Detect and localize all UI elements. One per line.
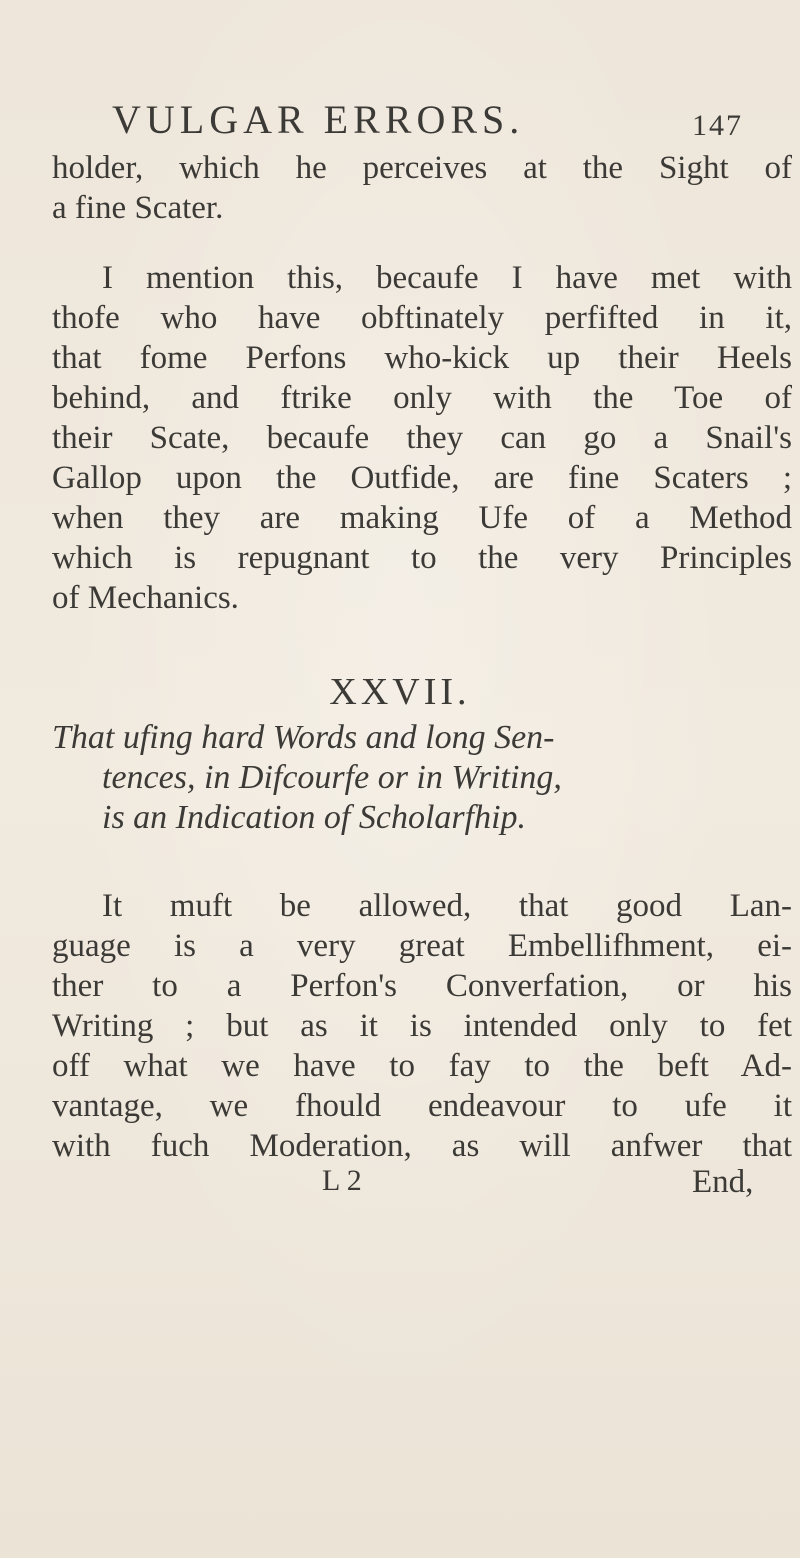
text-line: of Mechanics.: [52, 580, 239, 616]
text-line: Gallop upon the Outfide, are fine Scaters ;: [52, 460, 792, 496]
text-line: I mention this, becaufe I have met with: [102, 260, 792, 296]
signature-mark: L 2: [322, 1164, 362, 1197]
text-line: a fine Scater.: [52, 190, 224, 226]
section-heading-line: That ufing hard Words and long Sen-: [52, 719, 555, 756]
section-number: XXVII.: [329, 671, 471, 713]
page-footer: [52, 1164, 792, 1204]
page-number: 147: [692, 109, 743, 142]
running-head: [112, 96, 772, 144]
text-line: when they are making Ufe of a Method: [52, 500, 792, 536]
text-line: which is repugnant to the very Principles: [52, 540, 792, 576]
text-line: Writing ; but as it is intended only to fet: [52, 1008, 792, 1044]
text-line: off what we have to fay to the beft Ad-: [52, 1048, 792, 1084]
catchword: End,: [692, 1164, 754, 1200]
text-line: holder, which he perceives at the Sight of: [52, 150, 792, 186]
running-title: VULGAR ERRORS.: [112, 97, 525, 142]
section-heading-line: is an Indication of Scholarfhip.: [102, 799, 527, 836]
text-line: that fome Perfons who-kick up their Heels: [52, 340, 792, 376]
text-line: with fuch Moderation, as will anfwer that: [52, 1128, 792, 1164]
text-line: their Scate, becaufe they can go a Snail's: [52, 420, 792, 456]
text-line: guage is a very great Embellifhment, ei-: [52, 928, 792, 964]
text-line: It muft be allowed, that good Lan-: [102, 888, 792, 924]
section-heading-line: tences, in Difcourfe or in Writing,: [102, 759, 562, 796]
text-line: behind, and ftrike only with the Toe of: [52, 380, 792, 416]
text-line: ther to a Perfon's Converfation, or his: [52, 968, 792, 1004]
text-line: vantage, we fhould endeavour to ufe it: [52, 1088, 792, 1124]
text-line: thofe who have obftinately perfifted in it,: [52, 300, 792, 336]
